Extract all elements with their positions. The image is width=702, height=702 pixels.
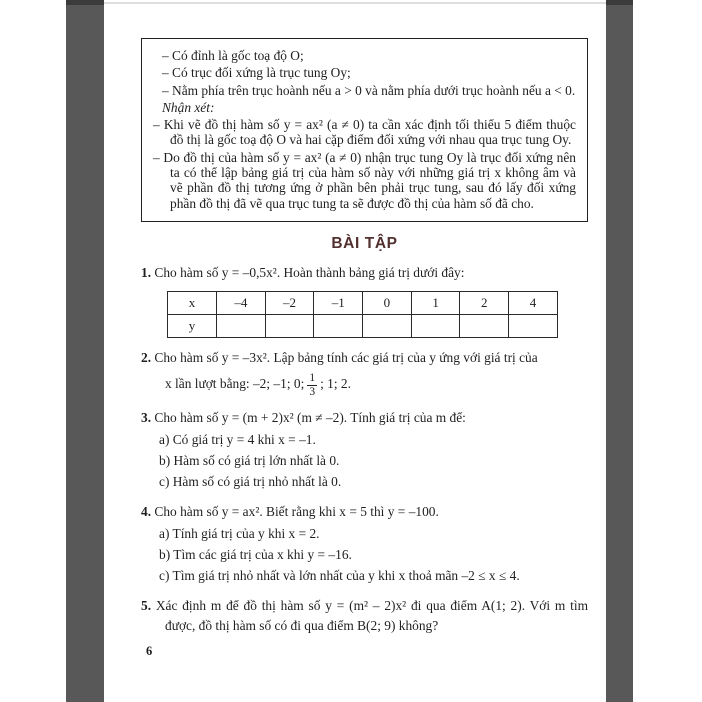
fraction-numerator: 1 <box>309 371 316 384</box>
values-table <box>167 291 558 338</box>
photo-left-bar <box>66 0 104 702</box>
summary-bullet: – Có đỉnh là gốc toạ độ O; <box>162 48 304 63</box>
note-item: – Do đồ thị của hàm số y = ax² (a ≠ 0) nhận trục tung Oy là trục đối xứng nên ta có thể lập bảng giá trị của hàm số này với những giá trị x không âm và vẽ phần đồ thị tương ứng ở phần bên phải trục tung, sau đó lấy đối xứng phần đồ thị đã vẽ qua trục tung ta sẽ được đồ thị của hàm số đã cho. <box>153 149 576 211</box>
summary-bullet: – Có trục đối xứng là trục tung Oy; <box>162 65 351 81</box>
exercise-2-values-line <box>165 372 588 398</box>
table-cell <box>314 314 363 337</box>
exercise-3 <box>141 408 588 492</box>
note-item: – Khi vẽ đồ thị hàm số y = ax² (a ≠ 0) ta cần xác định tối thiểu 5 điểm thuộc đồ thị là gốc toạ độ O và hai cặp điểm đối xứng với nhau qua trục tung Oy. <box>153 117 576 148</box>
exercise-2-statement <box>141 348 588 368</box>
exercise-4-item-c: c) Tìm giá trị nhỏ nhất và lớn nhất của y khi x thoả mãn –2 ≤ x ≤ 4. <box>159 568 520 584</box>
exercise-3-item-b: b) Hàm số có giá trị lớn nhất là 0. <box>159 453 340 469</box>
table-cell: –4 <box>217 291 266 314</box>
exercise-4-item-a: a) Tính giá trị của y khi x = 2. <box>159 525 320 541</box>
exercise-list <box>141 263 588 636</box>
table-cell: –1 <box>314 291 363 314</box>
fraction-denominator: 3 <box>309 385 316 398</box>
table-cell: 2 <box>460 291 509 314</box>
exercise-5 <box>141 596 588 636</box>
exercise-text: x lần lượt bằng: –2; –1; 0; <box>165 376 305 392</box>
page-number: 6 <box>146 644 153 659</box>
exercise-5-statement <box>141 596 588 636</box>
exercise-4-item-b: b) Tìm các giá trị của x khi y = –16. <box>159 546 352 562</box>
table-row-y <box>168 314 558 337</box>
exercise-3-statement <box>141 408 588 428</box>
fraction-one-third <box>307 372 317 398</box>
table-cell <box>460 314 509 337</box>
table-cell: 1 <box>411 291 460 314</box>
book-page-content <box>141 38 588 659</box>
exercise-number: 4. <box>141 504 152 520</box>
exercise-text: Cho hàm số y = (m + 2)x² (m ≠ –2). Tính giá trị của m để: <box>154 410 466 426</box>
table-row-x <box>168 291 558 314</box>
table-cell: –2 <box>265 291 314 314</box>
table-cell: x <box>168 291 217 314</box>
exercise-text: Xác định m để đồ thị hàm số y = (m² – 2)x² đi qua điểm A(1; 2). Với m tìm được, đồ thị hàm số có đi qua điểm B(2; 9) không? <box>155 598 588 634</box>
exercise-number: 2. <box>141 349 152 365</box>
exercise-2 <box>141 348 588 398</box>
table-cell <box>217 314 266 337</box>
exercise-3-item-c: c) Hàm số có giá trị nhỏ nhất là 0. <box>159 474 342 490</box>
exercise-1 <box>141 263 588 338</box>
exercise-1-statement <box>141 263 588 283</box>
exercise-3-item-a: a) Có giá trị y = 4 khi x = –1. <box>159 431 316 447</box>
exercise-number: 5. <box>141 598 152 614</box>
photo-left-bar-shadow <box>66 0 104 5</box>
section-heading-bai-tap: BÀI TẬP <box>331 234 398 252</box>
table-cell <box>411 314 460 337</box>
table-cell <box>265 314 314 337</box>
exercise-text: Cho hàm số y = –0,5x². Hoàn thành bảng giá trị dưới đây: <box>154 264 465 280</box>
exercise-number: 3. <box>141 410 152 426</box>
table-cell <box>363 314 412 337</box>
exercise-text: ; 1; 2. <box>320 376 351 392</box>
photo-right-bar <box>606 0 633 702</box>
table-cell: 4 <box>509 291 558 314</box>
exercise-4-statement <box>141 502 588 522</box>
table-cell: y <box>168 314 217 337</box>
page-top-edge <box>104 2 606 4</box>
table-cell <box>509 314 558 337</box>
note-label: Nhận xét: <box>162 99 215 115</box>
exercise-text: Cho hàm số y = ax². Biết rằng khi x = 5 thì y = –100. <box>154 504 439 520</box>
exercise-text: Cho hàm số y = –3x². Lập bảng tính các giá trị của y ứng với giá trị của <box>154 349 538 365</box>
exercise-number: 1. <box>141 264 152 280</box>
photo-right-bar-shadow <box>606 0 633 5</box>
exercise-4 <box>141 502 588 586</box>
table-cell: 0 <box>363 291 412 314</box>
summary-bullet: – Nằm phía trên trục hoành nếu a > 0 và nằm phía dưới trục hoành nếu a < 0. <box>162 82 576 98</box>
summary-box <box>141 38 588 222</box>
